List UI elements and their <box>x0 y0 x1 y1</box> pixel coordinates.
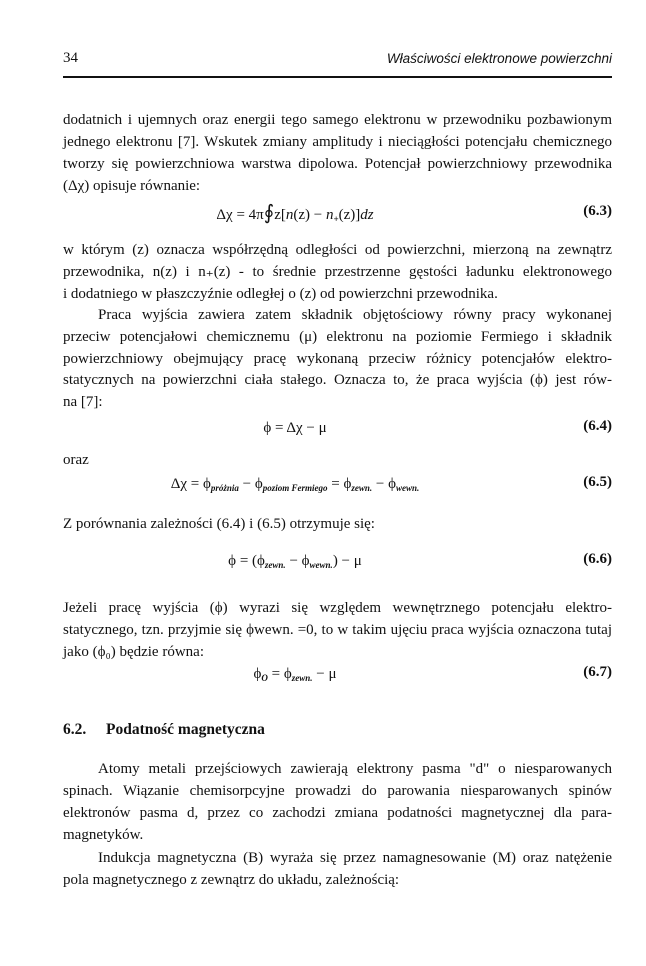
text-line: przeciw potencjałowi chemicznemu (μ) elektronu na poziomie Fermiego i składnik <box>63 329 612 345</box>
equation-number: (6.3) <box>583 203 612 219</box>
text-line: na [7]: <box>63 394 103 410</box>
header-rule <box>63 76 612 78</box>
text-line: Indukcja magnetyczna (B) wyraża się przez namagnesowanie (M) oraz natężenie <box>98 850 612 866</box>
text-line: w którym (z) oznacza współrzędną odległości od powierzchni, mierzoną na zewnątrz <box>63 242 612 258</box>
text-line: dodatnich i ujemnych oraz energii tego samego elektronu w przewodniku pozbawionym <box>63 112 612 128</box>
text-line: i dodatniego w płaszczyźnie odległej o (z) od powierzchni przewodnika. <box>63 286 498 302</box>
text-line: Z porównania zależności (6.4) i (6.5) otrzymuje się: <box>63 516 375 532</box>
text-line: statycznych na powierzchni ciała stałego. Oznacza to, że praca wyjścia (ϕ) jest rów- <box>63 372 612 388</box>
text-line: tworzy się powierzchniowa warstwa dipolowa. Potencjał powierzchniowy przewodnika <box>63 156 612 172</box>
text-line: Praca wyjścia zawiera zatem składnik objętościowy równy pracy wykonanej <box>98 307 612 323</box>
text-line: powierzchniowy obejmujący pracę wykonaną przeciw różnicy potencjałów elektro- <box>63 351 612 367</box>
page-number: 34 <box>63 50 78 66</box>
text-line: spinach. Wiązanie chemisorpcyjne prowadzi do parowania niesparowanych spinów <box>63 783 612 799</box>
equation-number: (6.7) <box>583 664 612 680</box>
text-line: magnetyków. <box>63 827 144 843</box>
equation-6-7: $\phi_O = \phi_{zewn.} - \mu$ <box>253 666 337 683</box>
text-line: statycznego, tzn. przyjmie się ϕwewn. =0, to w takim ujęciu praca wyjścia oznaczona tutaj <box>63 622 612 638</box>
equation-number: (6.4) <box>583 418 612 434</box>
text-line: oraz <box>63 452 89 468</box>
text-line: Jeżeli pracę wyjścia (ϕ) wyrazi się względem wewnętrznego potencjału elektro- <box>63 600 612 616</box>
equation-6-5: $\Delta\chi = \phi_{próżnia} - \phi_{poziom Fermiego} = \phi_{zewn.} - \phi_{wewn.}$ <box>170 476 420 493</box>
running-title: Właściwości elektronowe powierzchni <box>386 51 612 66</box>
section-heading: 6.2. Podatność magnetyczna <box>63 721 265 738</box>
equation-6-3: Δχ = 4π∮z[n(z) − $n_+(z)]dz$ <box>216 202 374 224</box>
equation-6-6: $\phi = (\phi_{zewn.} - \phi_{wewn.}) - \mu$ <box>228 553 362 570</box>
equation-6-4: ϕ = Δχ − μ <box>263 420 327 436</box>
text-line: Atomy metali przejściowych zawierają elektrony pasma "d" o niesparowanych <box>98 761 612 777</box>
text-line: (Δχ) opisuje równanie: <box>63 178 201 194</box>
text-line: jednego elektronu [7]. Wskutek zmiany amplitudy i nieciągłości potencjału chemicznego <box>63 134 612 150</box>
text-line: elektronów pasma d, przez co zachodzi zmiana podatności magnetycznej dla para- <box>63 805 612 821</box>
text-line: pola magnetycznego z zewnątrz do układu, zależnością: <box>63 872 400 888</box>
equation-number: (6.5) <box>583 474 612 490</box>
text-line: przewodnika, n(z) i n₊(z) - to średnie przestrzenne gęstości ładunku elektronowego <box>63 264 612 280</box>
equation-number: (6.6) <box>583 551 612 567</box>
text-line: jako (ϕ₀) będzie równa: <box>63 644 204 660</box>
